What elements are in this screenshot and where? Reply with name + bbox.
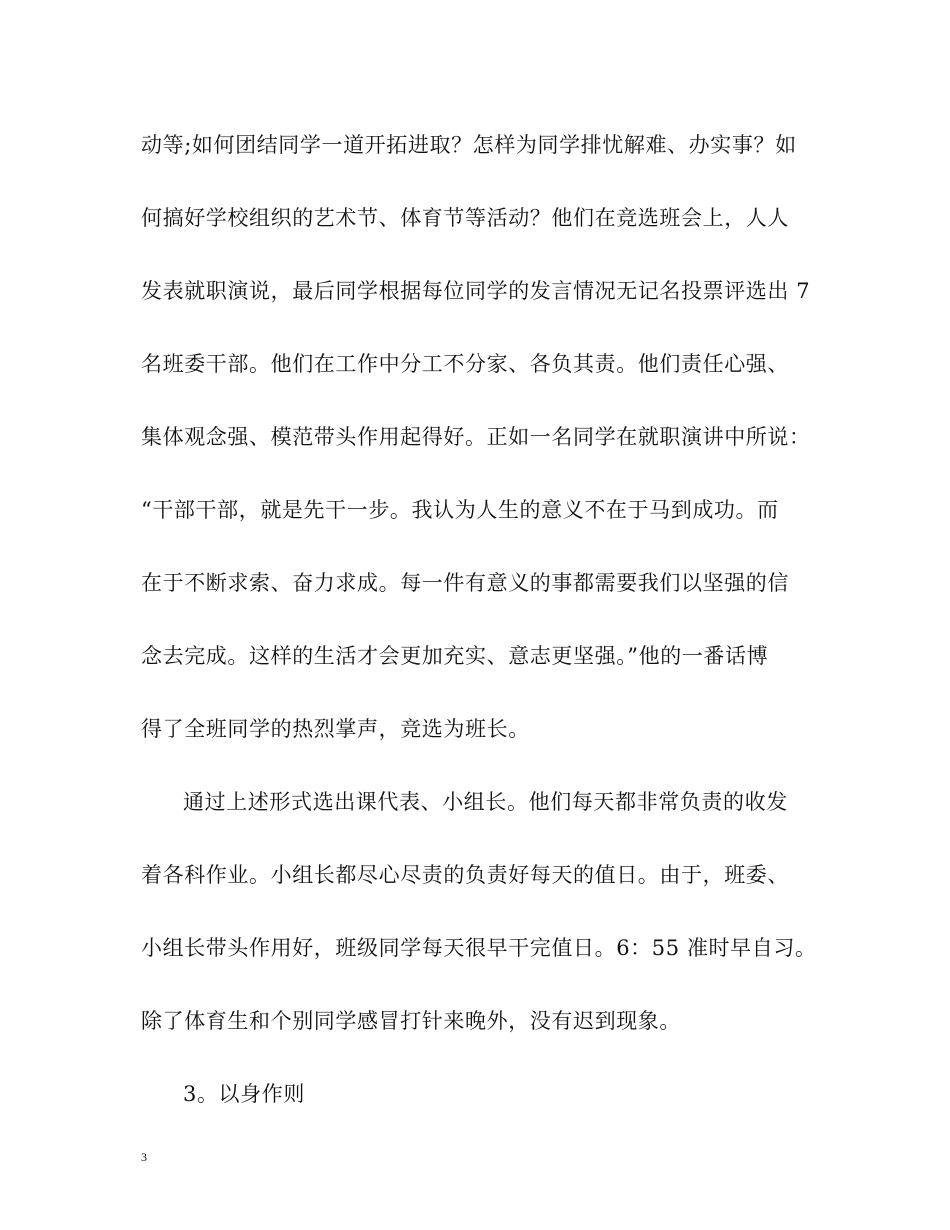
text-line-13: 除了体育生和个别同学感冒打针来晚外，没有迟到现象。 — [141, 1009, 681, 1033]
text-line-3: 发表就职演说，最后同学根据每位同学的发言情况无记名投票评选出 7 — [141, 279, 811, 303]
text-line-8: 念去完成。这样的生活才会更加充实、意志更坚强。”他的一番话博 — [141, 644, 769, 668]
text-line-11: 着各科作业。小组长都尽心尽责的负责好每天的值日。由于，班委、 — [141, 863, 789, 887]
text-line-12: 小组长带头作用好，班级同学每天很早干完值日。6：55 准时早自习。 — [141, 936, 817, 960]
text-line-1: 动等;如何团结同学一道开拓进取？怎样为同学排忧解难、办实事？如 — [141, 133, 797, 157]
text-line-6: “干部干部，就是先干一步。我认为人生的意义不在于马到成功。而 — [141, 498, 779, 522]
text-line-4: 名班委干部。他们在工作中分工不分家、各负其责。他们责任心强、 — [141, 352, 789, 376]
text-line-10: 通过上述形式选出课代表、小组长。他们每天都非常负责的收发 — [183, 790, 788, 814]
text-line-7: 在于不断求索、奋力求成。每一件有意义的事都需要我们以坚强的信 — [141, 571, 789, 595]
section-heading: 3。以身作则 — [183, 1082, 305, 1106]
page-number: 3 — [141, 1150, 147, 1164]
text-line-5: 集体观念强、模范带头作用起得好。正如一名同学在就职演讲中所说： — [141, 425, 811, 449]
text-line-9: 得了全班同学的热烈掌声，竞选为班长。 — [141, 717, 530, 741]
text-line-2: 何搞好学校组织的艺术节、体育节等活动？他们在竞选班会上，人人 — [141, 206, 789, 230]
